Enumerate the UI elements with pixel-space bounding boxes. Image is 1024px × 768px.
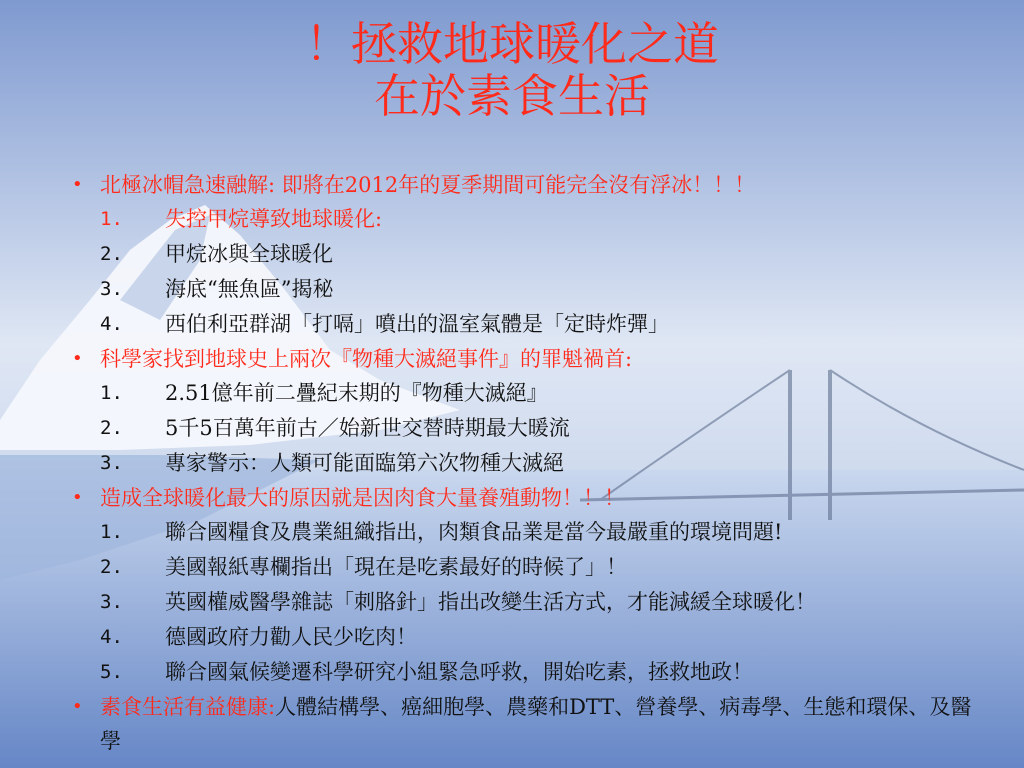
title-line-2: 在於素食生活 — [374, 69, 650, 123]
bullet-dot-icon: • — [72, 174, 83, 195]
bullet-body: 人體結構學、癌細胞學、農藥和DTT、營養學、病毒學、生態和環保、及醫學 — [100, 695, 972, 753]
list-item: 2. 美國報紙專欄指出「現在是吃素最好的時候了」！ — [100, 555, 627, 579]
bullet-heading: • 北極冰帽急速融解: 即將在2012年的夏季期間可能完全沒有浮冰！！！ — [70, 168, 1010, 202]
list-item: 3. 海底“無魚區”揭秘 — [100, 277, 334, 301]
list-item: 4. 西伯利亞群湖「打嗝」噴出的溫室氣體是「定時炸彈」 — [100, 312, 669, 336]
list-item: 3. 專家警示：人類可能面臨第六次物種大滅絕 — [100, 451, 564, 475]
bullet-heading: • 科學家找到地球史上兩次『物種大滅絕事件』的罪魁禍首: — [70, 342, 1010, 376]
bullet-heading: • 造成全球暖化最大的原因就是因肉食大量養殖動物！！！ — [70, 481, 1010, 515]
list-item: 1. 2.51億年前二疊紀末期的『物種大滅絕』 — [100, 381, 548, 405]
list-item: 2. 5千5百萬年前古／始新世交替時期最大暖流 — [100, 416, 570, 440]
slide-title — [0, 18, 1024, 122]
list-item: 3. 英國權威醫學雜誌「刺胳針」指出改變生活方式，才能減緩全球暖化！ — [100, 590, 816, 614]
list-item: 5. 聯合國氣候變遷科學研究小組緊急呼救，開始吃素，拯救地政！ — [100, 660, 753, 684]
bullet-dot-icon: • — [72, 487, 83, 508]
list-item: 2. 甲烷冰與全球暖化 — [100, 242, 333, 266]
bullet-dot-icon: • — [72, 696, 83, 717]
bullet-heading: • 素食生活有益健康:人體結構學、癌細胞學、農藥和DTT、營養學、病毒學、生態和環保、及醫學 — [70, 690, 980, 750]
title-line-1: ！拯救地球暖化之道 — [305, 17, 719, 71]
slide-content — [70, 168, 1010, 753]
bullet-dot-icon: • — [72, 348, 83, 369]
list-item: 1. 聯合國糧食及農業組織指出，肉類食品業是當今最嚴重的環境問題! — [100, 520, 783, 544]
list-item: 4. 德國政府力勸人民少吃肉！ — [100, 625, 417, 649]
list-item: 1. 失控甲烷導致地球暖化: — [100, 207, 383, 231]
